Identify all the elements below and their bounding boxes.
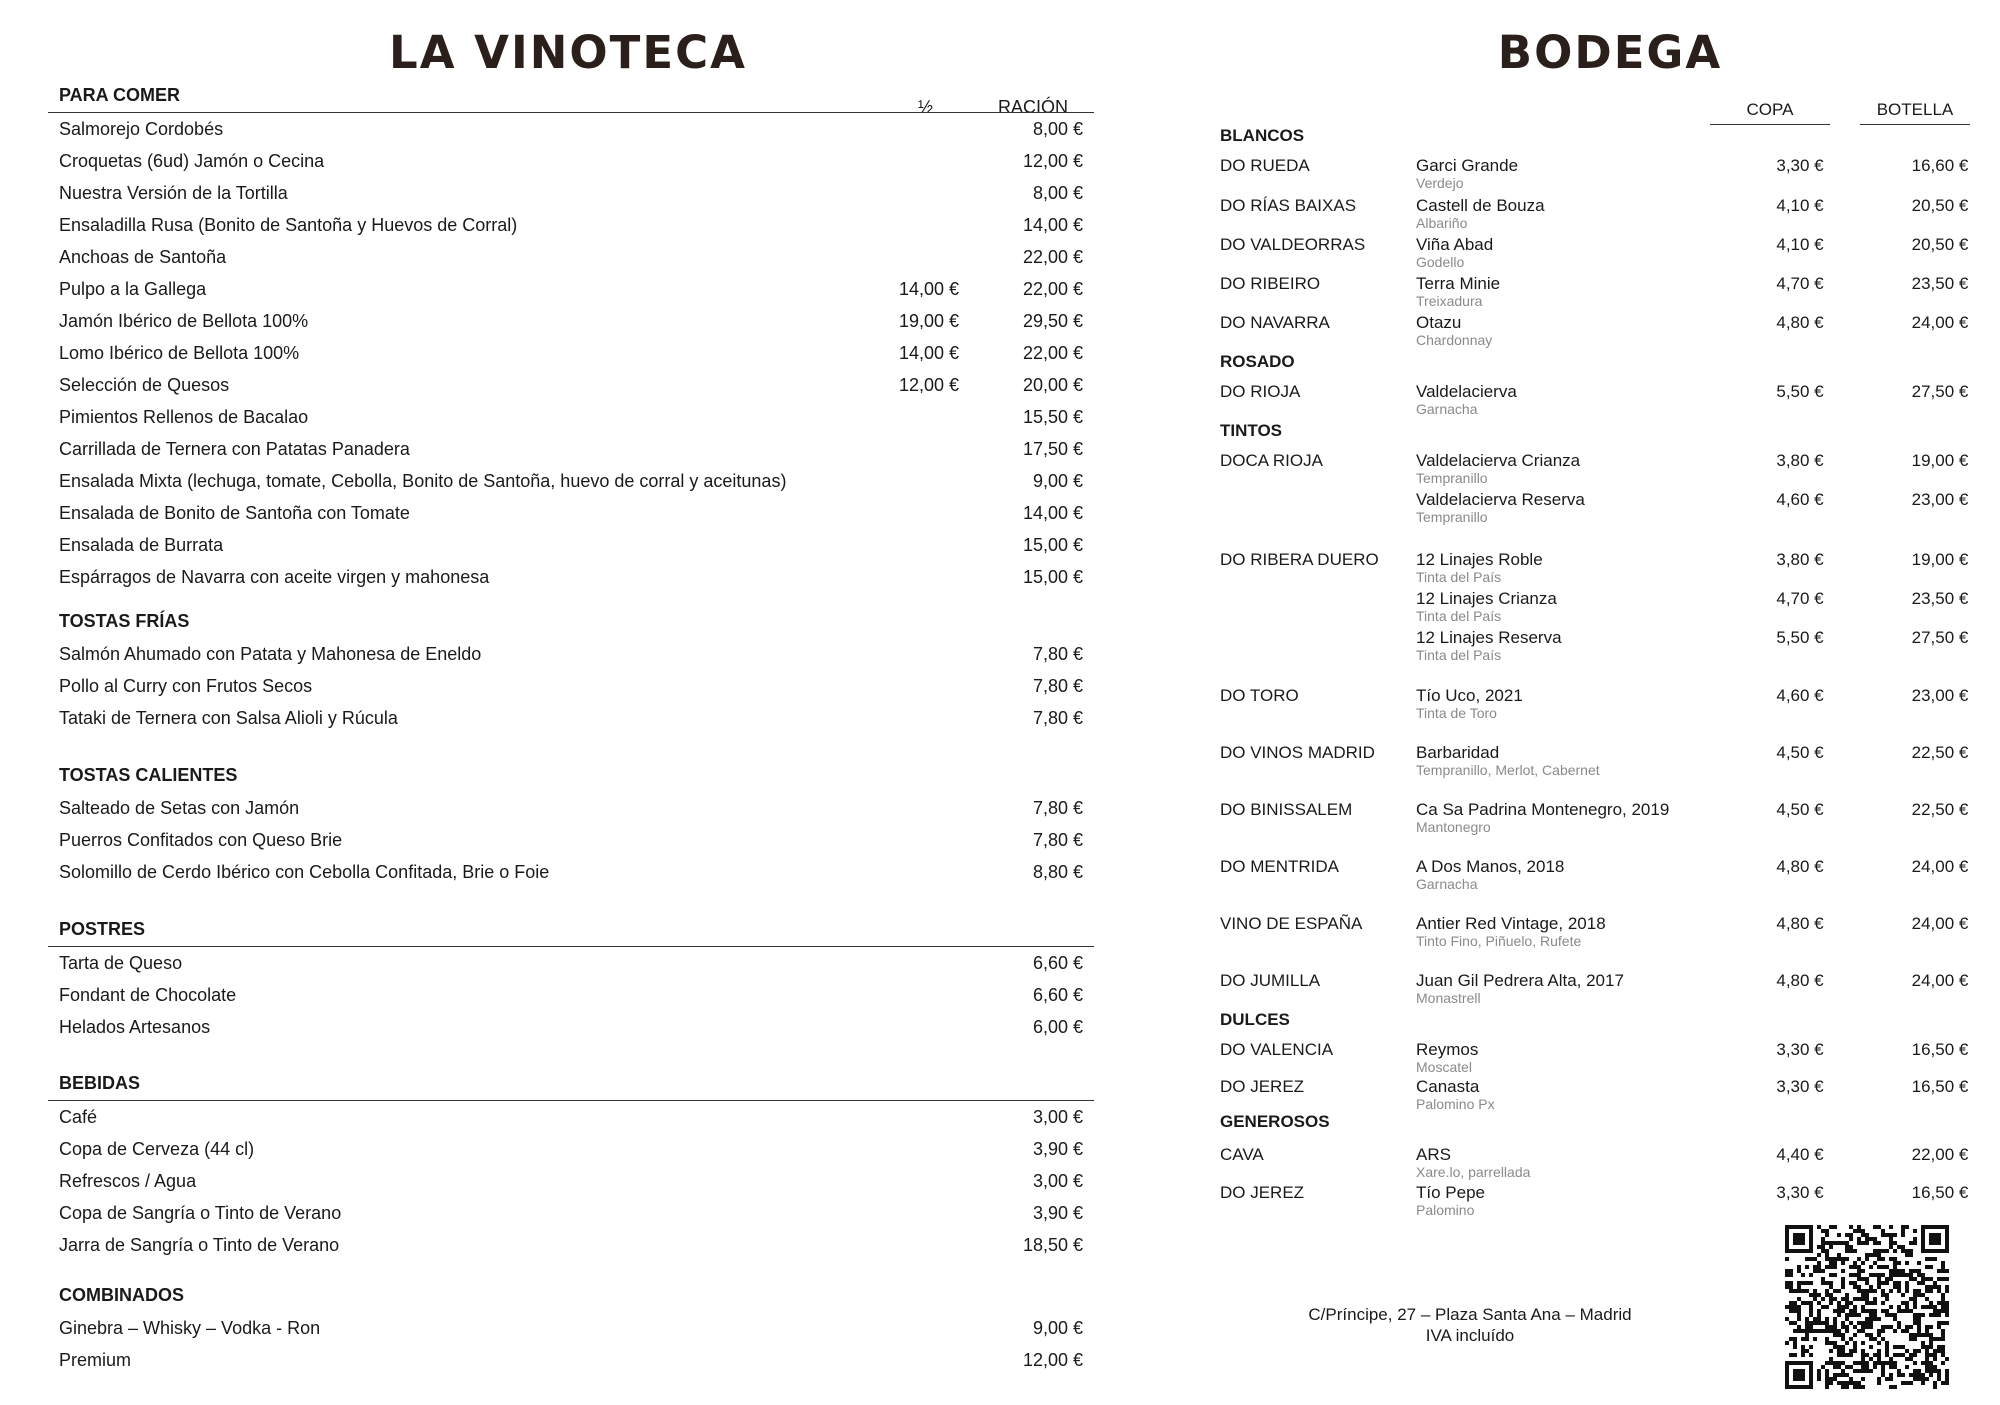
wine-glass-price: 4,40 € xyxy=(1776,1145,1824,1164)
menu-item xyxy=(48,638,1094,670)
wine-glass-price: 4,70 € xyxy=(1776,274,1824,293)
item-price: 3,00 € xyxy=(1032,1107,1083,1127)
wine-grape: Tempranillo, Merlot, Cabernet xyxy=(1416,762,1600,778)
wine-grape: Garnacha xyxy=(1416,401,1478,417)
wine-name: Castell de Bouza xyxy=(1416,196,1545,215)
item-name: Copa de Cerveza (44 cl) xyxy=(59,1139,255,1159)
wine-bottle-price: 24,00 € xyxy=(1911,971,1969,990)
item-price: 15,00 € xyxy=(1022,567,1083,587)
wine-bottle-price: 24,00 € xyxy=(1911,914,1969,933)
wine-name: Tío Pepe xyxy=(1416,1183,1485,1202)
item-price: 12,00 € xyxy=(1022,151,1083,171)
item-price: 3,00 € xyxy=(1032,1171,1083,1191)
item-name: Selección de Quesos xyxy=(59,375,230,395)
wine-name: Antier Red Vintage, 2018 xyxy=(1416,914,1606,933)
wine-region: DO RIBERA DUERO xyxy=(1220,550,1379,569)
wine-grape: Tinto Fino, Piñuelo, Rufete xyxy=(1416,933,1582,949)
item-price: 15,50 € xyxy=(1022,407,1083,427)
wine-region: DO RIOJA xyxy=(1220,382,1301,401)
wine-region: DO BINISSALEM xyxy=(1220,800,1353,819)
item-name: Helados Artesanos xyxy=(59,1017,211,1037)
menu-item xyxy=(48,529,1094,561)
wine-bottle-price: 16,60 € xyxy=(1911,156,1969,175)
qr-code[interactable] xyxy=(1785,1225,1949,1389)
item-price: 12,00 € xyxy=(1022,1350,1083,1370)
wine-name: Otazu xyxy=(1416,313,1462,332)
menu-item xyxy=(48,1197,1094,1229)
wine-grape: Moscatel xyxy=(1416,1059,1473,1075)
tax-note: IVA incluído xyxy=(1425,1326,1515,1345)
wine-bottle-price: 22,00 € xyxy=(1911,1145,1969,1164)
item-price: 29,50 € xyxy=(1022,311,1083,331)
address-footer xyxy=(1210,1304,1730,1346)
wine-glass-price: 3,80 € xyxy=(1776,451,1824,470)
wine-region: DO MENTRIDA xyxy=(1220,857,1339,876)
wine-region: DO TORO xyxy=(1220,686,1299,705)
wine-grape: Xare.lo, parrellada xyxy=(1416,1164,1531,1180)
item-name: Salmorejo Cordobés xyxy=(59,119,224,139)
wine-name: Barbaridad xyxy=(1416,743,1500,762)
item-price: 18,50 € xyxy=(1022,1235,1083,1255)
item-price: 22,00 € xyxy=(1022,247,1083,267)
wine-glass-price: 3,80 € xyxy=(1776,550,1824,569)
menu-item xyxy=(48,209,1094,241)
wine-bottle-price: 20,50 € xyxy=(1911,196,1969,215)
item-price: 22,00 € xyxy=(1022,279,1083,299)
wine-glass-price: 3,30 € xyxy=(1776,1077,1824,1096)
menu-item xyxy=(48,702,1094,734)
item-half-price: 14,00 € xyxy=(898,279,959,299)
menu-section xyxy=(48,608,1094,734)
item-name: Solomillo de Cerdo Ibérico con Cebolla Confitada, Brie o Foie xyxy=(59,862,550,882)
section-header xyxy=(48,82,1094,113)
menu-item xyxy=(48,497,1094,529)
menu-item xyxy=(48,979,1094,1011)
wine-bottle-price: 23,50 € xyxy=(1911,589,1969,608)
item-name: Lomo Ibérico de Bellota 100% xyxy=(59,343,300,363)
item-price: 7,80 € xyxy=(1032,708,1083,728)
wine-bottle-price: 16,50 € xyxy=(1911,1077,1969,1096)
wine-bottle-price: 24,00 € xyxy=(1911,857,1969,876)
wine-region: DO VINOS MADRID xyxy=(1220,743,1375,762)
wine-name: Juan Gil Pedrera Alta, 2017 xyxy=(1416,971,1624,990)
menu-item xyxy=(48,1312,1094,1344)
wine-region: DO RÍAS BAIXAS xyxy=(1220,196,1357,215)
item-price: 7,80 € xyxy=(1032,798,1083,818)
wine-region: DO JEREZ xyxy=(1220,1077,1305,1096)
wine-grape: Garnacha xyxy=(1416,876,1478,892)
wine-glass-price: 3,30 € xyxy=(1776,1183,1824,1202)
wine-category: ROSADO xyxy=(1220,352,1295,371)
wine-region: VINO DE ESPAÑA xyxy=(1220,914,1363,933)
wine-glass-price: 4,70 € xyxy=(1776,589,1824,608)
wine-glass-price: 3,30 € xyxy=(1776,1040,1824,1059)
item-name: Jarra de Sangría o Tinto de Verano xyxy=(59,1235,340,1255)
item-price: 3,90 € xyxy=(1032,1203,1083,1223)
menu-item xyxy=(48,1133,1094,1165)
wine-name: Valdelacierva Crianza xyxy=(1416,451,1581,470)
menu-item xyxy=(48,1344,1094,1376)
menu-section xyxy=(48,1282,1094,1376)
section-header xyxy=(48,1282,1094,1312)
wine-name: Valdelacierva xyxy=(1416,382,1517,401)
item-name: Pulpo a la Gallega xyxy=(59,279,207,299)
item-name: Premium xyxy=(59,1350,132,1370)
wine-glass-price: 4,50 € xyxy=(1776,800,1824,819)
menu-item xyxy=(48,145,1094,177)
item-name: Ensaladilla Rusa (Bonito de Santoña y Huevos de Corral) xyxy=(59,215,518,235)
wine-name: Tío Uco, 2021 xyxy=(1416,686,1523,705)
item-name: Ensalada Mixta (lechuga, tomate, Cebolla, Bonito de Santoña, huevo de corral y aceitunas) xyxy=(59,471,787,491)
wine-grape: Verdejo xyxy=(1416,175,1464,191)
menu-section xyxy=(48,762,1094,888)
item-name: Pimientos Rellenos de Bacalao xyxy=(59,407,309,427)
item-name: Ensalada de Bonito de Santoña con Tomate xyxy=(59,503,410,523)
item-name: Ensalada de Burrata xyxy=(59,535,224,555)
wine-region: DO JUMILLA xyxy=(1220,971,1321,990)
wine-glass-price: 4,80 € xyxy=(1776,914,1824,933)
menu-item xyxy=(48,369,1094,401)
wine-glass-price: 4,60 € xyxy=(1776,686,1824,705)
wine-name: ARS xyxy=(1416,1145,1451,1164)
section-title: BEBIDAS xyxy=(59,1073,141,1093)
item-name: Copa de Sangría o Tinto de Verano xyxy=(59,1203,342,1223)
wine-grape: Treixadura xyxy=(1416,293,1483,309)
section-header xyxy=(48,762,1094,792)
section-title: PARA COMER xyxy=(59,85,180,105)
wine-glass-price: 4,80 € xyxy=(1776,313,1824,332)
item-price: 6,60 € xyxy=(1032,953,1083,973)
item-name: Salteado de Setas con Jamón xyxy=(59,798,300,818)
item-price: 20,00 € xyxy=(1022,375,1083,395)
wine-name: Garci Grande xyxy=(1416,156,1519,175)
wine-glass-price: 4,10 € xyxy=(1776,235,1824,254)
item-price: 6,60 € xyxy=(1032,985,1083,1005)
wine-grape: Chardonnay xyxy=(1416,332,1493,348)
item-name: Tataki de Ternera con Salsa Alioli y Rúcula xyxy=(59,708,398,728)
section-title: TOSTAS FRÍAS xyxy=(59,611,190,631)
item-name: Nuestra Versión de la Tortilla xyxy=(59,183,288,203)
item-price: 7,80 € xyxy=(1032,830,1083,850)
wine-name: A Dos Manos, 2018 xyxy=(1416,857,1565,876)
item-price: 8,80 € xyxy=(1032,862,1083,882)
section-header xyxy=(48,916,1094,947)
wine-glass-price: 3,30 € xyxy=(1776,156,1824,175)
menu-title: LA VINOTECA xyxy=(389,26,747,79)
item-price: 17,50 € xyxy=(1022,439,1083,459)
wine-name: 12 Linajes Reserva xyxy=(1416,628,1562,647)
menu-item xyxy=(48,1165,1094,1197)
item-price: 3,90 € xyxy=(1032,1139,1083,1159)
wine-name: 12 Linajes Crianza xyxy=(1416,589,1557,608)
wine-glass-price: 5,50 € xyxy=(1776,382,1824,401)
wine-grape: Palomino Px xyxy=(1416,1096,1495,1112)
wine-bottle-price: 23,00 € xyxy=(1911,686,1969,705)
item-name: Salmón Ahumado con Patata y Mahonesa de Eneldo xyxy=(59,644,482,664)
wine-grape: Albariño xyxy=(1416,215,1468,231)
item-name: Pollo al Curry con Frutos Secos xyxy=(59,676,313,696)
wine-bottle-price: 23,00 € xyxy=(1911,490,1969,509)
item-name: Café xyxy=(59,1107,98,1127)
wine-grape: Tempranillo xyxy=(1416,509,1488,525)
wine-name: Canasta xyxy=(1416,1077,1480,1096)
item-name: Tarta de Queso xyxy=(59,953,183,973)
wine-grape: Tinta del País xyxy=(1416,569,1502,585)
menu-item xyxy=(48,824,1094,856)
item-price: 7,80 € xyxy=(1032,676,1083,696)
wine-glass-price: 4,80 € xyxy=(1776,971,1824,990)
wine-bottle-price: 22,50 € xyxy=(1911,743,1969,762)
menu-item xyxy=(48,561,1094,593)
wine-glass-price: 4,10 € xyxy=(1776,196,1824,215)
wine-region: DO VALENCIA xyxy=(1220,1040,1334,1059)
wine-category: DULCES xyxy=(1220,1010,1290,1029)
item-name: Refrescos / Agua xyxy=(59,1171,197,1191)
wine-glass-price: 4,60 € xyxy=(1776,490,1824,509)
wine-glass-price: 5,50 € xyxy=(1776,628,1824,647)
item-price: 22,00 € xyxy=(1022,343,1083,363)
wine-category: GENEROSOS xyxy=(1220,1112,1330,1131)
item-price: 9,00 € xyxy=(1032,1318,1083,1338)
item-name: Croquetas (6ud) Jamón o Cecina xyxy=(59,151,325,171)
racion-header: RACIÓN xyxy=(998,97,1069,117)
item-name: Espárragos de Navarra con aceite virgen y mahonesa xyxy=(59,567,490,587)
wine-region: DOCA RIOJA xyxy=(1220,451,1323,470)
menu-item xyxy=(48,273,1094,305)
wine-grape: Tinta del País xyxy=(1416,608,1502,624)
wine-bottle-price: 19,00 € xyxy=(1911,451,1969,470)
botella-header: BOTELLA xyxy=(1860,100,1970,125)
wine-region: DO JEREZ xyxy=(1220,1183,1305,1202)
wine-name: 12 Linajes Roble xyxy=(1416,550,1543,569)
menu-item xyxy=(48,1229,1094,1261)
menu-item xyxy=(48,113,1094,145)
section-header xyxy=(48,1070,1094,1101)
section-header xyxy=(48,608,1094,638)
menu-item xyxy=(48,856,1094,888)
wine-grape: Godello xyxy=(1416,254,1465,270)
section-title: POSTRES xyxy=(59,919,146,939)
wine-grape: Tinta del País xyxy=(1416,647,1502,663)
menu-item xyxy=(48,241,1094,273)
wine-name: Viña Abad xyxy=(1416,235,1494,254)
wine-grape: Monastrell xyxy=(1416,990,1481,1006)
item-price: 9,00 € xyxy=(1032,471,1083,491)
item-half-price: 12,00 € xyxy=(898,375,959,395)
wine-category: BLANCOS xyxy=(1220,126,1305,145)
wine-grape: Tinta de Toro xyxy=(1416,705,1497,721)
wine-name: Terra Minie xyxy=(1416,274,1501,293)
copa-header: COPA xyxy=(1710,100,1830,125)
menu-item xyxy=(48,465,1094,497)
address-line: C/Príncipe, 27 – Plaza Santa Ana – Madrid xyxy=(1308,1305,1632,1324)
item-price: 15,00 € xyxy=(1022,535,1083,555)
wine-bottle-price: 19,00 € xyxy=(1911,550,1969,569)
menu-item xyxy=(48,305,1094,337)
wine-glass-price: 4,80 € xyxy=(1776,857,1824,876)
menu-item xyxy=(48,792,1094,824)
wine-bottle-price: 20,50 € xyxy=(1911,235,1969,254)
wine-category: TINTOS xyxy=(1220,421,1283,440)
wine-bottle-price: 23,50 € xyxy=(1911,274,1969,293)
menu-item xyxy=(48,947,1094,979)
wine-glass-price: 4,50 € xyxy=(1776,743,1824,762)
menu-item xyxy=(48,337,1094,369)
wine-region: DO VALDEORRAS xyxy=(1220,235,1366,254)
menu-item xyxy=(48,1101,1094,1133)
wine-region: DO RUEDA xyxy=(1220,156,1310,175)
item-price: 14,00 € xyxy=(1022,215,1083,235)
item-name: Carrillada de Ternera con Patatas Panadera xyxy=(59,439,410,459)
item-price: 6,00 € xyxy=(1032,1017,1083,1037)
menu-item xyxy=(48,1011,1094,1043)
menu-item xyxy=(48,401,1094,433)
wine-grape: Palomino xyxy=(1416,1202,1475,1218)
item-name: Ginebra – Whisky – Vodka - Ron xyxy=(59,1318,321,1338)
wine-bottle-price: 22,50 € xyxy=(1911,800,1969,819)
wine-name: Ca Sa Padrina Montenegro, 2019 xyxy=(1416,800,1670,819)
item-price: 14,00 € xyxy=(1022,503,1083,523)
item-price: 8,00 € xyxy=(1032,183,1083,203)
item-half-price: 14,00 € xyxy=(898,343,959,363)
wine-region: DO NAVARRA xyxy=(1220,313,1330,332)
menu-item xyxy=(48,177,1094,209)
wine-region: DO RIBEIRO xyxy=(1220,274,1321,293)
wine-grape: Mantonegro xyxy=(1416,819,1491,835)
item-name: Fondant de Chocolate xyxy=(59,985,237,1005)
section-title: COMBINADOS xyxy=(59,1285,184,1305)
menu-item xyxy=(48,433,1094,465)
item-price: 8,00 € xyxy=(1032,119,1083,139)
menu-item xyxy=(48,670,1094,702)
wine-bottle-price: 16,50 € xyxy=(1911,1040,1969,1059)
wine-bottle-price: 27,50 € xyxy=(1911,382,1969,401)
wine-bottle-price: 24,00 € xyxy=(1911,313,1969,332)
section-title: TOSTAS CALIENTES xyxy=(59,765,238,785)
item-name: Puerros Confitados con Queso Brie xyxy=(59,830,343,850)
wine-bottle-price: 27,50 € xyxy=(1911,628,1969,647)
item-half-price: 19,00 € xyxy=(898,311,959,331)
item-price: 7,80 € xyxy=(1032,644,1083,664)
food-menu xyxy=(48,0,1094,1405)
wine-name: Reymos xyxy=(1416,1040,1479,1059)
menu-section xyxy=(48,1070,1094,1261)
half-portion-header: ½ xyxy=(918,97,934,117)
wine-list-title: BODEGA xyxy=(1497,26,1723,79)
wine-name: Valdelacierva Reserva xyxy=(1416,490,1585,509)
menu-section xyxy=(48,82,1094,593)
wine-grape: Tempranillo xyxy=(1416,470,1488,486)
wine-region: CAVA xyxy=(1220,1145,1264,1164)
item-name: Anchoas de Santoña xyxy=(59,247,227,267)
wine-list xyxy=(1220,0,1980,1405)
item-name: Jamón Ibérico de Bellota 100% xyxy=(59,311,309,331)
wine-bottle-price: 16,50 € xyxy=(1911,1183,1969,1202)
menu-section xyxy=(48,916,1094,1043)
